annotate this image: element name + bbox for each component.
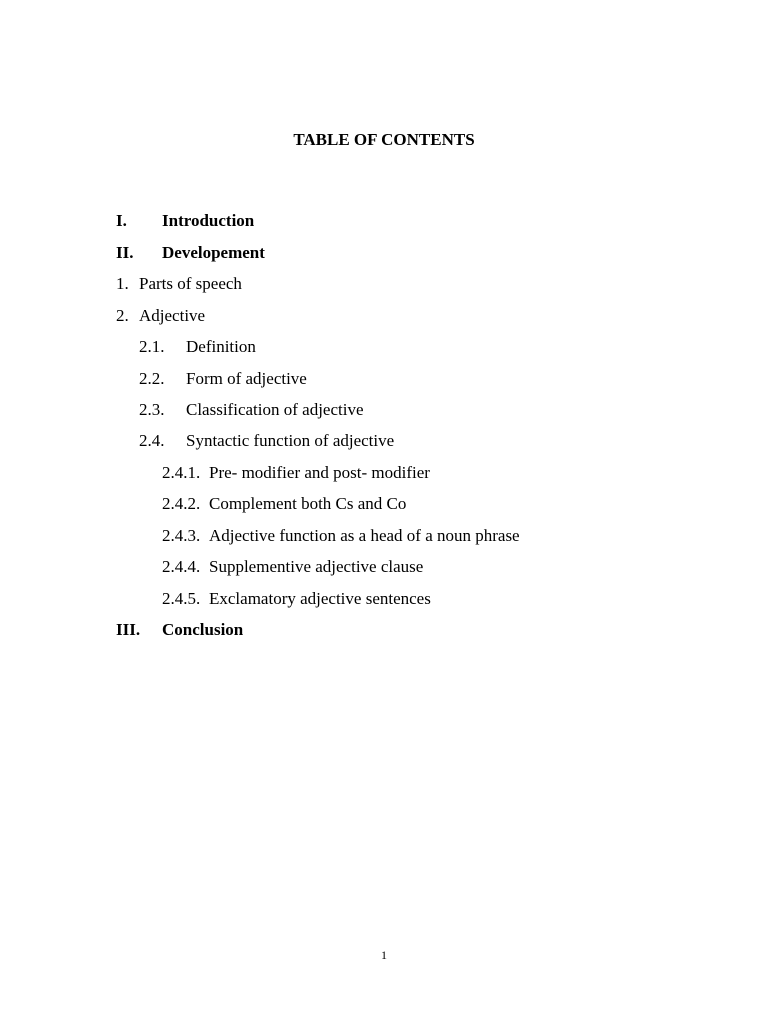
toc-label: Conclusion — [162, 620, 244, 639]
page-title: TABLE OF CONTENTS — [293, 130, 475, 149]
toc-number: 2.3. — [139, 400, 165, 419]
page-number: 1 — [381, 948, 387, 962]
toc-number: 2.2. — [139, 369, 165, 388]
toc-number: II. — [116, 243, 134, 262]
toc-number: 2.1. — [139, 337, 165, 356]
toc-number: 2.4.4. — [162, 557, 201, 576]
toc-label: Classification of adjective — [186, 400, 364, 419]
toc-number: 2.4.5. — [162, 589, 201, 608]
toc-label: Developement — [162, 243, 265, 262]
toc-number: 2. — [116, 306, 129, 325]
toc-label: Syntactic function of adjective — [186, 431, 395, 450]
toc-label: Definition — [186, 337, 256, 356]
toc-label: Adjective — [139, 306, 206, 325]
toc-number: 2.4.3. — [162, 526, 201, 545]
toc-label: Introduction — [162, 211, 255, 230]
toc-label: Parts of speech — [139, 274, 242, 293]
toc-number: 2.4.2. — [162, 494, 201, 513]
toc-number: 2.4.1. — [162, 463, 201, 482]
toc-label: Supplementive adjective clause — [209, 557, 424, 576]
toc-number: 2.4. — [139, 431, 165, 450]
toc-label: Complement both Cs and Co — [209, 494, 407, 513]
toc-number: III. — [116, 620, 141, 639]
toc-label: Form of adjective — [186, 369, 307, 388]
toc-label: Pre- modifier and post- modifier — [209, 463, 430, 482]
toc-label: Exclamatory adjective sentences — [209, 589, 431, 608]
toc-label: Adjective function as a head of a noun phrase — [209, 526, 520, 545]
toc-number: 1. — [116, 274, 129, 293]
toc-number: I. — [116, 211, 127, 230]
